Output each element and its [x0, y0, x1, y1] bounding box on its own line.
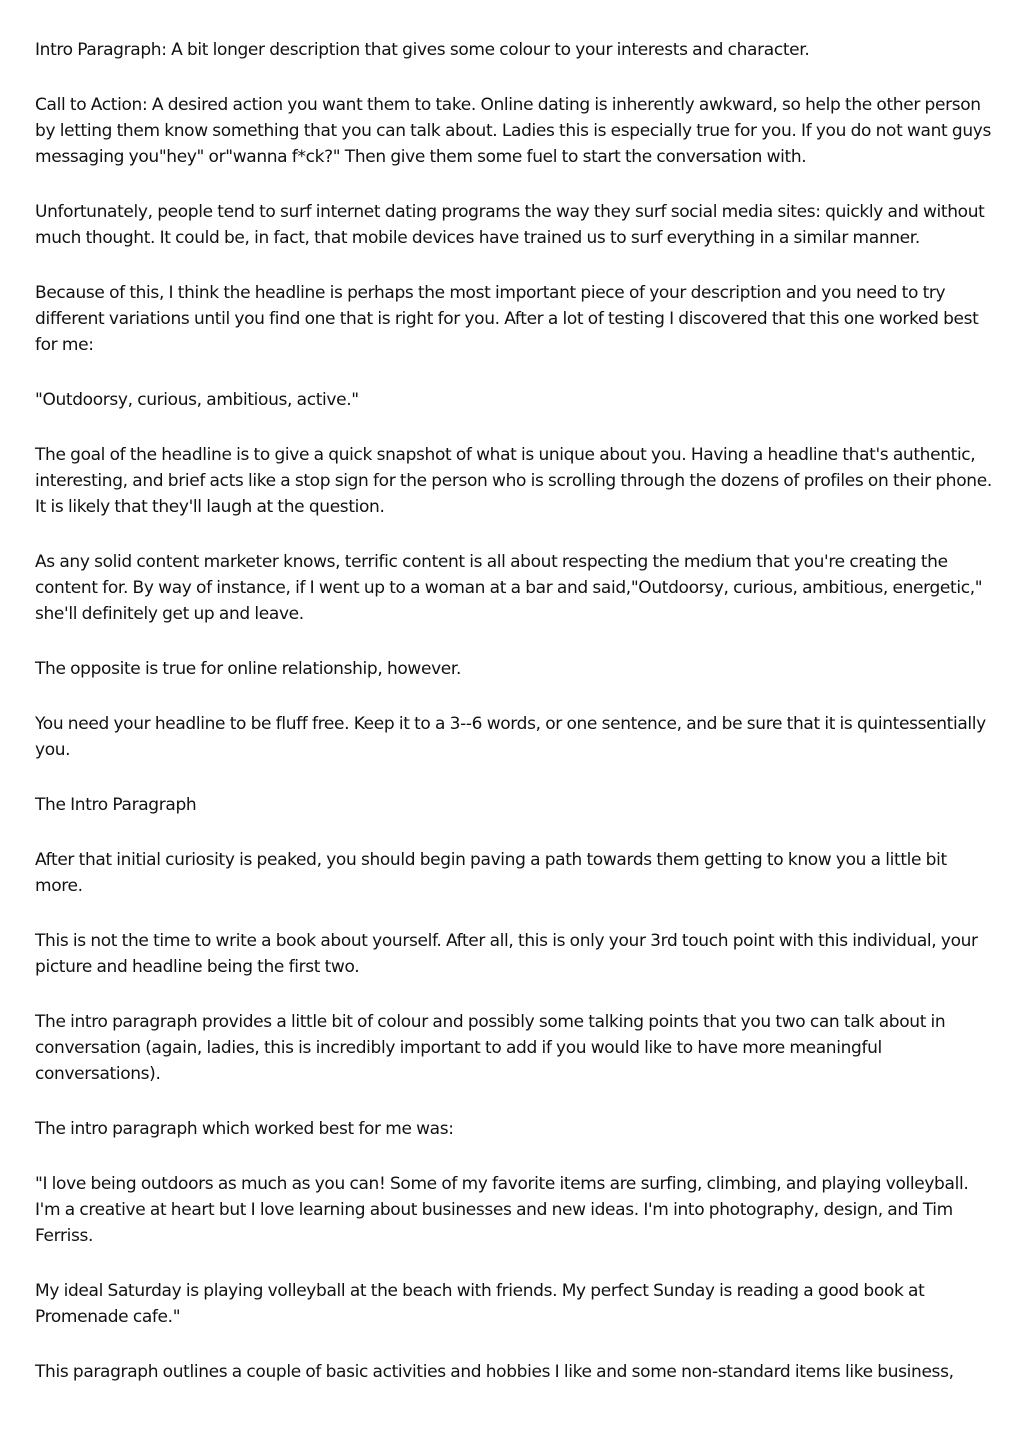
paragraph-not-a-book: This is not the time to write a book about yourself. After all, this is only your 3rd touch point with this individual, your picture and headline being the first two.	[35, 931, 978, 977]
paragraph-intro-definition: Intro Paragraph: A bit longer description that gives some colour to your interests and character.	[35, 40, 810, 60]
paragraph-outline-activities: This paragraph outlines a couple of basic activities and hobbies I like and some non-standard items like business,	[35, 1362, 954, 1382]
paragraph-intro-example-2: My ideal Saturday is playing volleyball at the beach with friends. My perfect Sunday is reading a good book at Promenade cafe."	[35, 1281, 925, 1327]
section-heading-intro-paragraph: The Intro Paragraph	[35, 795, 197, 815]
document-body	[35, 37, 995, 1414]
paragraph-headline-goal: The goal of the headline is to give a quick snapshot of what is unique about you. Having a headline that's authentic, interesting, and brief acts like a stop sign for the person who is scrolling through the dozens of profiles on their phone. It is likely that they'll laugh at the question.	[35, 445, 992, 517]
paragraph-initial-curiosity: After that initial curiosity is peaked, you should begin paving a path towards them getting to know you a little bit more.	[35, 850, 947, 896]
paragraph-headline-example: "Outdoorsy, curious, ambitious, active."	[35, 390, 359, 410]
paragraph-intro-colour: The intro paragraph provides a little bit of colour and possibly some talking points that you two can talk about in conversation (again, ladies, this is incredibly important to add if you would like to have more meaningful conversations).	[35, 1012, 946, 1084]
paragraph-surfing-habits: Unfortunately, people tend to surf internet dating programs the way they surf social media sites: quickly and without much thought. It could be, in fact, that mobile devices have trained us to surf everything in a similar manner.	[35, 202, 985, 248]
paragraph-content-marketer: As any solid content marketer knows, terrific content is all about respecting the medium that you're creating the content for. By way of instance, if I went up to a woman at a bar and said,"Outdoorsy, curious, ambitious, energetic," she'll definitely get up and leave.	[35, 552, 983, 624]
paragraph-headline-importance: Because of this, I think the headline is perhaps the most important piece of your description and you need to try different variations until you find one that is right for you. After a lot of testing I discovered that this one worked best for me:	[35, 283, 979, 355]
paragraph-intro-example-1: "I love being outdoors as much as you can! Some of my favorite items are surfing, climbing, and playing volleyball. I'm a creative at heart but I love learning about businesses and new ideas. I'm into photography, design, and Tim Ferriss.	[35, 1174, 969, 1246]
paragraph-intro-worked-best: The intro paragraph which worked best for me was:	[35, 1119, 454, 1139]
paragraph-opposite-true: The opposite is true for online relationship, however.	[35, 659, 462, 679]
paragraph-call-to-action: Call to Action: A desired action you want them to take. Online dating is inherently awkward, so help the other person by letting them know something that you can talk about. Ladies this is especially true for you. If you do not want guys messaging you"hey" or"wanna f*ck?" Then give them some fuel to start the conversation with.	[35, 95, 991, 167]
paragraph-fluff-free: You need your headline to be fluff free. Keep it to a 3--6 words, or one sentence, and be sure that it is quintessentially you.	[35, 714, 986, 760]
